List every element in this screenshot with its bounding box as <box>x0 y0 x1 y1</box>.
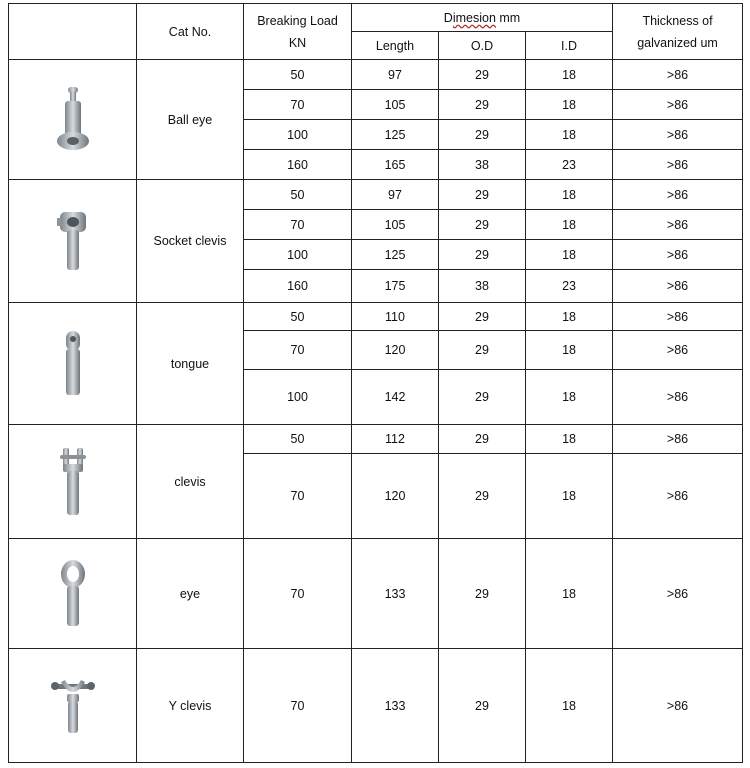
table-row <box>9 539 743 649</box>
cell-id: 18 <box>526 454 613 539</box>
cell-length: 133 <box>352 649 439 763</box>
cell-id: 18 <box>526 303 613 331</box>
cell-thickness: >86 <box>613 180 743 210</box>
cell-load: 50 <box>244 425 352 454</box>
cell-length: 133 <box>352 539 439 649</box>
cell-id: 18 <box>526 331 613 370</box>
cell-load: 100 <box>244 370 352 425</box>
header-thickness <box>613 4 743 60</box>
cell-thickness: >86 <box>613 120 743 150</box>
header-dimension-wavy: imesion <box>452 10 496 25</box>
cell-load: 160 <box>244 150 352 180</box>
cell-od: 29 <box>439 425 526 454</box>
y-clevis-fitting-icon <box>49 676 97 736</box>
cell-thickness: >86 <box>613 210 743 240</box>
cell-id: 18 <box>526 539 613 649</box>
cell-od: 29 <box>439 370 526 425</box>
table-row <box>9 425 743 454</box>
cell-od: 29 <box>439 240 526 270</box>
cell-id: 18 <box>526 370 613 425</box>
cell-thickness: >86 <box>613 425 743 454</box>
cell-od: 29 <box>439 210 526 240</box>
cell-id: 18 <box>526 60 613 90</box>
spec-table <box>8 3 743 763</box>
cell-length: 125 <box>352 240 439 270</box>
cell-load: 50 <box>244 303 352 331</box>
cell-id: 18 <box>526 649 613 763</box>
socket-clevis-image-cell <box>9 180 137 303</box>
header-image-cell <box>9 4 137 60</box>
cell-load: 160 <box>244 270 352 303</box>
cell-id: 18 <box>526 120 613 150</box>
tongue-fitting-icon <box>53 329 93 399</box>
cell-load: 70 <box>244 210 352 240</box>
cell-id: 23 <box>526 150 613 180</box>
header-cat-no: Cat No. <box>137 4 244 60</box>
table-row <box>9 649 743 763</box>
header-breaking-load <box>244 4 352 60</box>
cell-load: 100 <box>244 120 352 150</box>
cell-id: 18 <box>526 210 613 240</box>
header-dimension <box>352 4 613 32</box>
cell-load: 70 <box>244 454 352 539</box>
header-thickness-line2: galvanized um <box>637 35 718 50</box>
cell-thickness: >86 <box>613 454 743 539</box>
header-length: Length <box>352 32 439 60</box>
cell-od: 29 <box>439 539 526 649</box>
cell-thickness: >86 <box>613 270 743 303</box>
cell-load: 100 <box>244 240 352 270</box>
cell-load: 70 <box>244 90 352 120</box>
cell-length: 97 <box>352 180 439 210</box>
cell-length: 112 <box>352 425 439 454</box>
cat-tongue: tongue <box>137 303 244 425</box>
cell-id: 18 <box>526 180 613 210</box>
y-clevis-image-cell <box>9 649 137 763</box>
cat-socket-clevis: Socket clevis <box>137 180 244 303</box>
cell-od: 29 <box>439 649 526 763</box>
cell-length: 105 <box>352 90 439 120</box>
cell-load: 70 <box>244 649 352 763</box>
tongue-image-cell <box>9 303 137 425</box>
cat-eye: eye <box>137 539 244 649</box>
cell-thickness: >86 <box>613 303 743 331</box>
header-dimension-prefix: D <box>443 10 453 25</box>
header-breaking-load-line1: Breaking Load <box>257 13 338 28</box>
cell-length: 142 <box>352 370 439 425</box>
cell-load: 70 <box>244 539 352 649</box>
cell-length: 165 <box>352 150 439 180</box>
cell-length: 110 <box>352 303 439 331</box>
cell-thickness: >86 <box>613 370 743 425</box>
cell-od: 29 <box>439 90 526 120</box>
cell-od: 38 <box>439 270 526 303</box>
eye-fitting-icon <box>53 558 93 630</box>
ball-eye-image-cell <box>9 60 137 180</box>
cell-thickness: >86 <box>613 90 743 120</box>
header-id: I.D <box>526 32 613 60</box>
cell-id: 23 <box>526 270 613 303</box>
cell-thickness: >86 <box>613 539 743 649</box>
table-row <box>9 180 743 210</box>
ball-eye-fitting-icon <box>53 85 93 155</box>
cell-od: 29 <box>439 120 526 150</box>
header-dimension-suffix: mm <box>495 10 521 25</box>
header-breaking-load-line2: KN <box>288 35 307 50</box>
cell-id: 18 <box>526 90 613 120</box>
cell-load: 50 <box>244 60 352 90</box>
cell-id: 18 <box>526 240 613 270</box>
cat-y-clevis: Y clevis <box>137 649 244 763</box>
cell-thickness: >86 <box>613 150 743 180</box>
cat-clevis: clevis <box>137 425 244 539</box>
cell-thickness: >86 <box>613 240 743 270</box>
cell-load: 70 <box>244 331 352 370</box>
cell-length: 125 <box>352 120 439 150</box>
table-row <box>9 303 743 331</box>
cell-od: 29 <box>439 454 526 539</box>
header-od: O.D <box>439 32 526 60</box>
cell-od: 29 <box>439 303 526 331</box>
cell-od: 29 <box>439 331 526 370</box>
socket-clevis-fitting-icon <box>53 208 93 274</box>
table-row <box>9 60 743 90</box>
cell-id: 18 <box>526 425 613 454</box>
header-thickness-line1: Thickness of <box>642 13 713 28</box>
cell-length: 105 <box>352 210 439 240</box>
cell-length: 97 <box>352 60 439 90</box>
cell-length: 120 <box>352 331 439 370</box>
cell-od: 29 <box>439 60 526 90</box>
cell-thickness: >86 <box>613 60 743 90</box>
cell-length: 175 <box>352 270 439 303</box>
cell-od: 29 <box>439 180 526 210</box>
eye-image-cell <box>9 539 137 649</box>
cell-length: 120 <box>352 454 439 539</box>
cell-load: 50 <box>244 180 352 210</box>
cat-ball-eye: Ball eye <box>137 60 244 180</box>
clevis-fitting-icon <box>53 446 93 518</box>
clevis-image-cell <box>9 425 137 539</box>
cell-thickness: >86 <box>613 649 743 763</box>
cell-thickness: >86 <box>613 331 743 370</box>
cell-od: 38 <box>439 150 526 180</box>
